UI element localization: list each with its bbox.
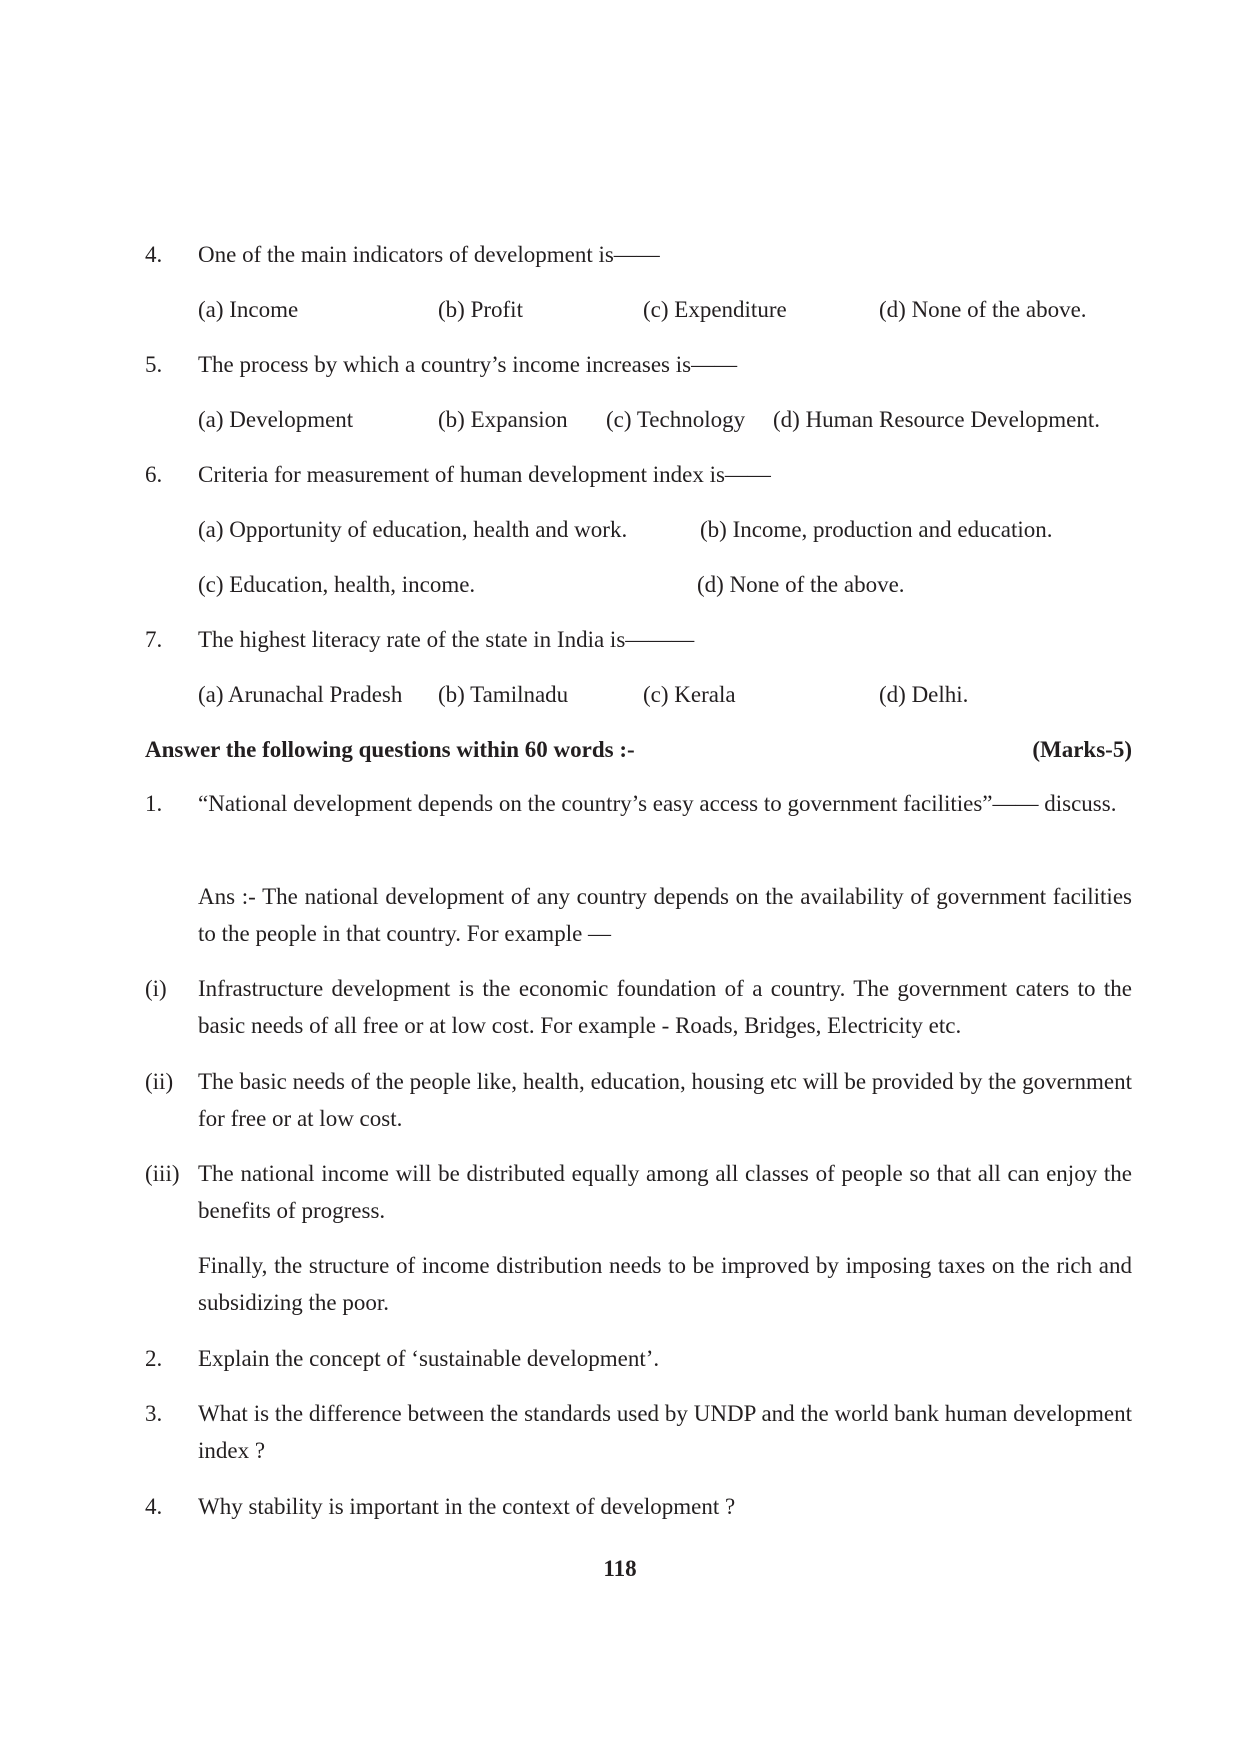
question-number: 2. xyxy=(145,1346,163,1371)
point-text: Infrastructure development is the economic foundation of a country. The government caters to the basic needs of all free or at low cost. For example - Roads, Bridges, Electricity etc. xyxy=(198,976,1132,1038)
question-number: 7. xyxy=(145,627,163,652)
option-c: (c) Expenditure xyxy=(643,297,787,322)
point-text: The national income will be distributed equally among all classes of people so that all can enjoy the benefits of progress. xyxy=(198,1161,1132,1223)
question-text: The process by which a country’s income increases is—— xyxy=(198,352,738,377)
question-number: 3. xyxy=(145,1401,163,1426)
option-b: (b) Tamilnadu xyxy=(438,682,569,707)
answer-conclusion: Finally, the structure of income distribution needs to be improved by imposing taxes on the rich and subsidizing the poor. xyxy=(198,1253,1132,1315)
option-b: (b) Income, production and education. xyxy=(700,517,1053,542)
question-text: The highest literacy rate of the state in India is——— xyxy=(198,627,695,652)
point-number: (ii) xyxy=(145,1069,174,1094)
option-d: (d) None of the above. xyxy=(879,297,1087,322)
section-marks: (Marks-5) xyxy=(1032,737,1132,762)
option-a: (a) Development xyxy=(198,407,354,432)
question-number: 5. xyxy=(145,352,163,377)
option-a: (a) Income xyxy=(198,297,299,322)
point-number: (iii) xyxy=(145,1161,180,1186)
option-c: (c) Education, health, income. xyxy=(198,572,476,597)
question-text: One of the main indicators of development is—— xyxy=(198,242,660,267)
question-text: Criteria for measurement of human development index is—— xyxy=(198,462,771,487)
question-text: What is the difference between the standards used by UNDP and the world bank human development index ? xyxy=(198,1401,1132,1463)
option-d: (d) None of the above. xyxy=(697,572,905,597)
question-number: 6. xyxy=(145,462,163,487)
option-c: (c) Kerala xyxy=(643,682,736,707)
option-b: (b) Expansion xyxy=(438,407,568,432)
question-number: 4. xyxy=(145,242,163,267)
option-a: (a) Opportunity of education, health and work. xyxy=(198,517,628,542)
question-text: “National development depends on the country’s easy access to government facilities”—— discuss. xyxy=(198,791,1117,816)
point-text: The basic needs of the people like, health, education, housing etc will be provided by the government for free or at low cost. xyxy=(198,1069,1132,1131)
option-d: (d) Delhi. xyxy=(879,682,969,707)
point-number: (i) xyxy=(145,976,167,1001)
option-c: (c) Technology xyxy=(606,407,746,432)
section-heading: Answer the following questions within 60 words :- xyxy=(145,737,635,762)
option-b: (b) Profit xyxy=(438,297,523,322)
question-number: 1. xyxy=(145,791,163,816)
question-number: 4. xyxy=(145,1494,163,1519)
question-text: Why stability is important in the context of development ? xyxy=(198,1494,736,1519)
question-text: Explain the concept of ‘sustainable development’. xyxy=(198,1346,660,1371)
answer-intro: Ans :- The national development of any country depends on the availability of government facilities to the people in that country. For example — xyxy=(198,884,1132,946)
option-d: (d) Human Resource Development. xyxy=(773,407,1101,432)
page-number: 118 xyxy=(603,1556,637,1581)
option-a: (a) Arunachal Pradesh xyxy=(198,682,403,707)
